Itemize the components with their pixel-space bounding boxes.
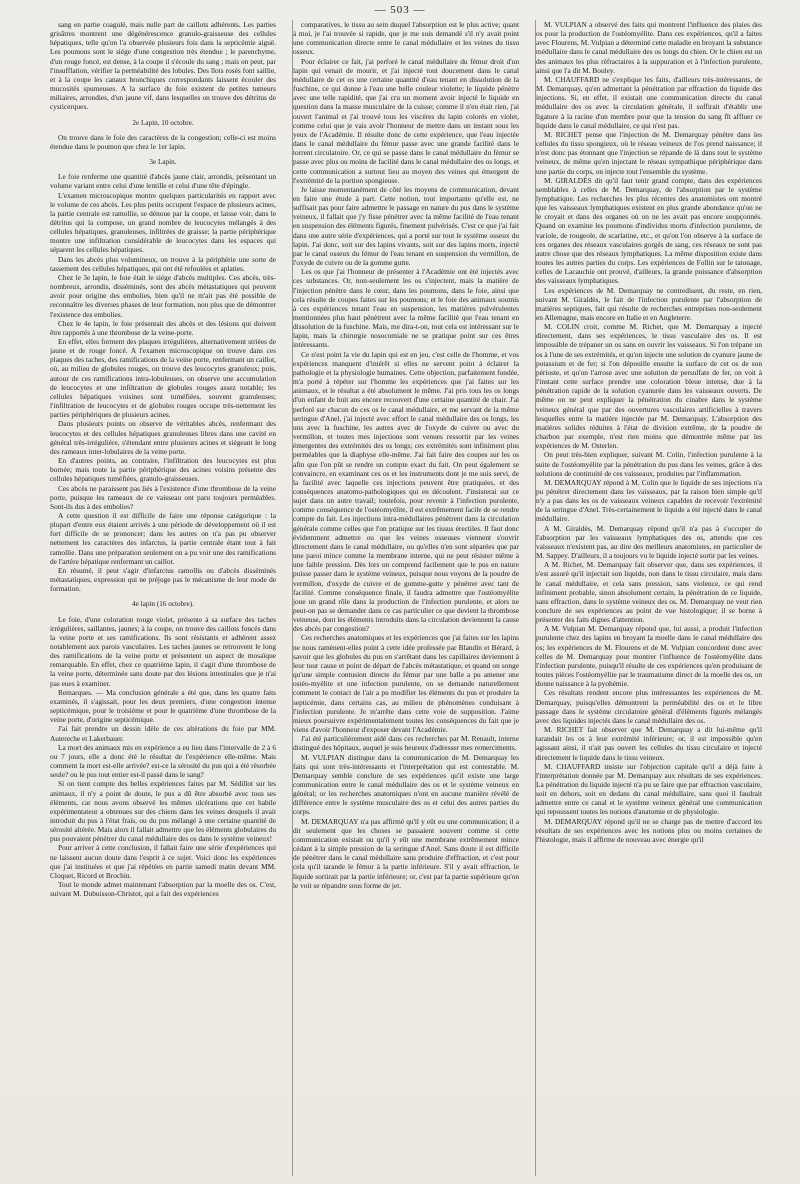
body-paragraph: En effet, elles forment des plaques irrégulières, alternativement striées de jaune et de rouge foncé. A l'examen microscopique on trouve dans ces plaques des taches, des ramifications de la veine porte, renfermant un caillot, où, au milieu de globules rouges, on trouve des leucocytes granuleux; puis, autour de ces ramifications intra-lobuleuses, on observe une accumulation de leucocytes et une infiltration de globules rouges assez notable; les cellules hépatiques voisines sont tuméfiées, souvent granuleuses; l'infiltration de leucocytes et de globules rouges occupe très-nettement les parties périphériques de plusieurs acines. (50, 337, 276, 420)
speaker-paragraph: M. DEMARQUAY n'a pas affirmé qu'il y eût eu une communication; il a dit seulement que les choses se passaient souvent comme si cette communication existait ou qu'il y eût une membrane extrêmement mince cédant à la simple pression de la seringue d'Anel. Sans doute il est difficile de pénétrer dans le canal médullaire sans produire d'effraction, et c'est pour cela qu'il tarande le fémur à la partie inférieure. S'il y avait effraction, le liquide sortirait par la partie inférieure; or, c'est par la partie supérieure qu'on le voit se répandre sous forme de jet. (293, 816, 519, 890)
body-paragraph: L'examen microscopique montre quelques particularités en rapport avec le volume de ces abcès. Les plus petits occupent l'espace de plusieurs acines, la partie centrale est ramollie, se dénoue par la coupe, et laisse voir, dans le détritus qui la compose, un grand nombre de leucocytes mélangés à des cellules hépatiques, granuleuses, infiltrées de graisse; la partie périphérique montre une infiltration considérable de leucocytes dans les espaces qui séparent les cellules hépatiques. (50, 190, 276, 255)
speaker-paragraph: M. DEMARQUAY répond qu'il ne se charge pas de mettre d'accord les résultats de ses expériences avec les notions plus ou moins certaines de l'histologie, mais il affirme de nouveau avec énergie qu'il (536, 816, 762, 844)
section-heading: 2e Lapin, 10 octobre. (132, 118, 194, 127)
body-paragraph: Si on tient compte des belles expériences faites par M. Sédillot sur les animaux, il n'y a point de doute, le pus a dû être absorbé avec tous ses éléments, car nous avons observé les mêmes ulcérations que cet habile expérimentateur a obtenues sur des chiens dans les veines desquels il avait introduit du pus à l'état frais, ou du pus mélangé à une certaine quantité de sérosité altérée. Mais alors il fallait admettre que les éléments globulaires du pus pouvaient pénétrer du canal médullaire des os dans le système veineux! (50, 779, 276, 844)
body-paragraph: J'ai fait prendre un dessin idèle de ces altérations du foie par MM. Autereche et Lakerbauer. (50, 724, 276, 743)
column-1 (50, 20, 276, 1176)
speaker-paragraph: M. CHAUFFARD ne s'explique les faits, d'ailleurs très-intéressants, de M. Demarquay, qu'en admettant la pénétration par effraction du liquide des injections. Si, en effet, il existait une communication directe du canal médullaire des os avec la circulation générale, il suffirait d'établir une ligature à la racine d'un membre pour que la tension du sang fît affluer ce liquide dans le canal médullaire, ce qui n'est pas. (536, 74, 762, 130)
body-paragraph: Dans plusieurs points on observe de véritables abcès, renfermant des leucocytes et des cellules hépatiques granuleuses libres dans une cavité en général très-irrégulière, s'étendant entre plusieurs acines et siégeant le long des rameaux inter-lobulaires de la veine porte. (50, 419, 276, 456)
body-paragraph: Le foie renferme une quantité d'abcès jaune clair, arrondis, présentant un volume variant entre celui d'une lentille et celui d'une tête d'épingle. (50, 172, 276, 191)
text-columns (50, 20, 762, 1176)
speaker-paragraph: M. RICHET fait observer que M. Demarquay a dit lui-même qu'il tarandait les os à leur extrémité inférieure; or, il est impossible qu'en agissant ainsi, il n'ait pas ouvert les cellules du tissu circulaire et injecté directement le liquide dans le tissu veineux. (536, 725, 762, 762)
body-paragraph: Tout le monde admet maintenant l'absorption par la moelle des os. C'est, suivant M. Dubuisson-Christot, qui a fait des expériences (50, 880, 276, 899)
body-paragraph: On peut très-bien expliquer, suivant M. Colin, l'infection purulente à la suite de l'ostéomyélite par la pénétration du pus dans les veines, grâce à des solutions de continuité de ces vaisseaux, produites par l'inflammation. (536, 450, 762, 478)
body-paragraph: A M. Richet, M. Demarquay fait observer que, dans ses expériences, il s'est assuré qu'il injectait son liquide, non dans le tissu circulaire, mais dans le canal médullaire, et cela sans pression, sans violence, ce qui rend infiniment probable, sinon absolument certain, la pénétration de ce liquide, sans effraction, dans le système veineux des os. M. Demarquay ne veut rien conclure de ses expériences au point de vue histologique; il se borne à présenter des faits dignes d'attention. (536, 560, 762, 625)
speaker-paragraph: M. DEMARQUAY répond à M. Colin que le liquide de ses injections n'a pu pénétrer directement dans les vaisseaux, par la raison bien simple qu'il n'y a pas dans les os de vaisseaux veineux capables de recevoir l'extrémité de la seringue d'Anel. Très-certainement le liquide a été injecté dans le canal médullaire. (536, 477, 762, 524)
body-paragraph: Je laisse momentanément de côté les moyens de communication, devant en faire une étude à part. Cette notion, tout importante qu'elle est, ne suffisait pas pour faire admettre le passage en nature du pus dans le système veineux, il fallait que j'y fisse pénétrer avec la même facilité de l'eau tenant en suspension des éléments figurés, finement pulvérisés. C'est ce que j'ai fait dans une autre série d'expériences, qui a porté sur tout le système osseux du lapin. J'ai donc, soit sur des lapins vivants, soit sur des lapins morts, injecté par le canal osseux du fémur de l'eau tenant en suspension du vermillon, de l'oxyde de cuivre ou de la gomme gutte. (293, 184, 519, 268)
page-number: — 503 — (374, 4, 426, 16)
body-paragraph: Ce n'est point la vie du lapin qui est en jeu, c'est celle de l'homme, et vos expériences manquent d'intérêt si elles ne servent point à éclairer la pathologie et la physiologie humaines. Cette objection, parfaitement fondée, m'a porté à répéter sur l'homme les expériences que j'ai faites sur les animaux, et le résultat a été absolument le même. J'ai pris tous les os longs d'un enfant de huit ans encore recouvert d'une certaine quantité de chair. J'ai perforé sur chacun de ces os le canal médullaire, et me servant de la même seringue d'Anel, j'ai injecté avec effort le canal médullaire des os longs, les uns avec la fuschine, les autres avec de l'oxyde de cuivre ou avec du vermillon, et toutes mes injections sont venues ressortir par les veines émergentes des extrémités des os longs; ces extrémités sont infiniment plus perméables que la diaphyse elle-même. J'ai fait faire des coupes sur les os afin que l'on pût se rendre un compte exact du fait. On peut également se convaincre, en examinant ces os et les instruments dont je me suis servi, de la facilité avec laquelle ces injections peuvent être pratiquées, et des conséquences anatomo-pathologiques qui en découlent. J'insisterai sur ce sujet dans un autre travail; toutefois, pour revenir à l'infection purulente, comme conséquence de l'ostéomyélite, il est extrêmement facile de se rendre compte du fait. Les injections intra-médullaires pénètrent dans la circulation générale comme celles que l'on pratique sur les tissus érectiles. Il faut donc évidemment admettre ou que les veines osseuses viennent s'ouvrir directement dans le canal médullaire, ou qu'elles n'en sont séparées que par une paroi mince comme la membrane interne, qui ne peut résister même à une faible pression. Dès lors on comprend facilement que le pus en nature puisse passer dans le système veineux, puisque nous voyons de la poudre de vermillon, d'oxyde de cuivre et de gomme-gutte y pénétrer avec tant de facilité. Comme conséquence finale, il faudra admettre que l'ostéomyélite joue un grand rôle dans la production de l'infection purulente, et alors ne peut-on pas se demander dans ce cas particulier ce que devient la thrombose veineuse, dont les éléments introduits dans la circulation deviennent la cause des abcès par congestion? (293, 349, 519, 634)
speaker-paragraph: M. GIRALDÈS dit qu'il faut tenir grand compte, dans des expériences semblables à celles de M. Demarquay, de l'absorption par le système lymphatique. Les recherches les plus récentes des anatomistes ont montré que les vaisseaux lymphatiques existent en plus grande abondance qu'on ne le croyait et dans des organes où on ne les avait pas encore soupçonnés. Quand on examine les poumons d'individus morts d'infection purulente, de variole, de rougeole, de scarlatine, etc., et qu'on l'on observe à la surface de ces organes des réseaux vasculaires gorgés de sang, ces réseaux ne sont pas autre chose que des réseaux lymphatiques. La même disposition existe dans toutes les autres parties du corps. Les expériences de Follin sur le tatouage, celles de Lacauchie ont prouvé, d'ailleurs, la grande puissance d'absorption des vaisseaux lymphatiques. (536, 175, 762, 286)
speaker-paragraph: M. RICHET pense que l'injection de M. Demarquay pénètre dans les cellules du tissu spongieux, où le réseau veineux de l'os prend naissance; il n'est donc pas étonnant que l'injection se répande de là dans tout le système veineux, de même qu'en injectant le réseau sympathique périphérique dans une partie du corps, on injecte tout l'ensemble du système. (536, 129, 762, 176)
body-paragraph: Pour arriver à cette conclusion, il fallait faire une série d'expériences qui ne laissent aucun doute dans l'esprit à ce sujet. Voici donc les expériences que j'ai instituées et que j'ai répétées en partie samedi matin devant MM. Cloquet, Ricord et Brochin. (50, 843, 276, 880)
body-paragraph: Ces recherches anatomiques et les expériences que j'ai faites sur les lapins ne nous ramènent-elles point à cette idée professée par Blandin et Bérard, à savoir que les globules du pus en s'arrêtant dans les capillaires deviennent à leur tour cause et point de départ de l'abcès métastatique, et quand on songe qu'une simple contusion directe du fémur par une balle a pu amener une ostéo-myélite et une infection purulente, on se demande naturellement comment le contact de l'air a pu modifier les éléments du pus et produire la septicémie, dans certains cas, au milieu de phénomènes conduisant à l'infection purulente. Je m'arrête dans cette voie de supposition. J'aime mieux poursuivre expérimentalement toutes les conséquences du fait que je viens d'avoir l'honneur d'exposer devant l'Académie. (293, 633, 519, 735)
body-paragraph: Les os que j'ai l'honneur de présenter à l'Académie ont été injectés avec ces substances. Or, non-seulement les os s'injectent, mais la matière de l'injection pénètre dans le cœur, dans les poumons, dans le foie, ainsi que cela résulte de coupes faites sur les poumons; et le foie des animaux soumis à ces expériences tenant l'eau en suspension, les matières pulvérulentes mentionnées plus haut pénètrent avec la même facilité que l'eau tenant en dissolution de la fuschine. Mais, me dira-t-on, tout cela est intéressant sur le lapin, mais la chirurgie nosocomiale ne se pratique point sur ces êtres intéressants. (293, 267, 519, 350)
body-paragraph: En d'autres points, au contraire, l'infiltration des leucocytes est plus bornée; mais toute la partie périphérique des acines voisins présente des cellules hépatiques tuméfiées, granulo-graisseuses. (50, 456, 276, 484)
body-paragraph: Remarques. — Ma conclusion générale a été que, dans les quatre faits examinés, il s'agissait, pour les deux premiers, d'une congestion intense septicémique, pour le troisième et pour le quatrième d'une thrombose de la veine porte, d'origine septicémique. (50, 687, 276, 725)
body-paragraph: On trouve dans le foie des caractères de la congestion; celle-ci est moins étendue dans le poumon que chez le 1er lapin. (50, 132, 276, 151)
column-2 (292, 20, 519, 1176)
section-heading: 3e Lapin. (149, 158, 177, 167)
body-paragraph: Ces résultats rendent encore plus intéressantes les expériences de M. Demarquay, puisqu'elles démontrent la perméabilité des os et le libre passage dans le système circulatoire général d'éléments figurés mélangés avec des liquides injectés dans le canal médullaire des os. (536, 688, 762, 725)
column-3 (535, 20, 762, 1176)
body-paragraph: Les expériences de M. Demarquay ne contredisent, du reste, en rien, suivant M. Giraldès, le fait de l'infection purulente par l'absorption de matières septiques, fait qui résulte de recherches entreprises non-seulement en Allemagne, mais encore en Italie et en Angleterre. (536, 285, 762, 322)
speaker-paragraph: M. COLIN croit, comme M. Richet, que M. Demarquay a injecté directement, dans ses expériences, le tissu vasculaire des os. Il est impossible de trépaner un os sans en ouvrir les vaisseaux. Si l'on trépane un os à l'une de ses extrémités, et qu'on injecte une solution de cyanure jaune de potassium et de fer; si l'on dépouille ensuite la surface de cet os de son périoste, et qu'on l'arrose avec une solution de persulfate de fer, on voit à l'instant cette surface prendre une coloration bleue intense, due à la pénétration rapide de la solution cyanurée dans les vaisseaux ouverts. De même on ne peut expliquer la pénétration du cinabre dans le système veineux général que par des ouvertures vasculaires artificielles à travers lesquelles entre la matière injectée par M. Demarquay. L'absorption des matières solides réduites à l'état de division extrême, de la poudre de charbon par exemple, n'est rien moins que démontrée même par les expériences de M. Osterlen. (536, 322, 762, 451)
speaker-paragraph: M. VULPIAN distingue dans la communication de M. Demarquay les faits qui sont très-intéressants et l'interprétation qui est contestable. M. Demarquay semble conclure de ses expériences qu'il existe une large communication entre le canal médullaire des os et le système veineux en général; or les recherches anatomiques n'ont en aucune manière révélé de différence entre le système musculaire des os et celui des autres parties du corps. (293, 752, 519, 817)
body-paragraph: A cette question il est difficile de faire une réponse catégorique : la plupart d'entre eux étaient arrivés à une période de développement où il est fort difficile de se prononcer; dans les autres on n'a pas pu observer nettement les caractères des infarctus, la partie centrale étant tout à fait ramollie. Dans une préparation seulement on a pu voir une des ramifications de l'artère hépatique renfermant un caillot. (50, 510, 276, 566)
body-paragraph: A M. Vulpian M. Demarquay répond que, lui aussi, a produit l'infection purulente chez des lapins en broyant la moelle dans le canal médullaire des os; les expériences de M. Flourens et de M. Vulpian concordent donc avec celles de M. Demarquay pour montrer l'influence de l'ostéomyélite dans l'infection purulente, puisqu'il résulte de ces expériences qu'en produisant de toutes pièces l'ostéomyélite par le traumatisme direct de la moelle des os, on donne naissance à la pyohémie. (536, 624, 762, 689)
speaker-paragraph: M. CHAUFFARD insiste sur l'objection capitale qu'il a déjà faite à l'interprétation donnée par M. Demarquay aux résultats de ses expériences. La pénétration du liquide injecté n'a pu se faire que par effraction vasculaire, soit en dehors, soit en dedans du canal médullaire, sans quoi il faudrait admettre entre ce canal et le système veineux général une communication qui repoussent toutes les notions d'anatomie et de physiologie. (536, 761, 762, 817)
body-paragraph: J'ai été particulièrement aidé dans ces recherches par M. Renault, interne distingué des hôpitaux, auquel je suis heureux d'adresser mes remerciments. (293, 734, 519, 753)
speaker-paragraph: M. VULPIAN a observé des faits qui montrent l'influence des plaies des os pour la production de l'ostéomyélite. Dans ces expériences, qu'il a faites avec Flourens, M. Vulpian a déterminé cette maladie en broyant la substance médullaire dans le canal médullaire des os longs du chien. Or le chien est un des animaux les plus réfractaires à la suppuration et à l'infection purulente, ainsi que l'a dit M. Bouley. (536, 20, 762, 75)
body-paragraph: A M. Giraldès, M. Demarquay répond qu'il n'a pas à s'occuper de l'absorption par les vaisseaux lymphatiques des os, attendu que ces vaisseaux n'existent pas, au dire des meilleurs anatomistes, en particulier de M. Sappey. D'ailleurs, il a toujours vu le liquide injecté sortir par les veines. (536, 523, 762, 561)
body-paragraph: La mort des animaux mis en expérience a eu lieu dans l'intervalle de 2 à 6 ou 7 jours, elle a donc été le résultat de l'expérience elle-même. Mais comment la mort est-elle arrivée? est-ce la sérosité du pus qui a été résorbée seule? ou le pus tout entier est-il passé dans le sang? (50, 742, 276, 780)
body-paragraph: comparatives, le tissu au sein duquel l'absorption est le plus active; quant à moi, je l'ai trouvée si rapide, que je me suis demandé s'il n'y avait point une communication directe entre le canal médullaire et les veines du tissu osseux. (293, 20, 519, 57)
body-paragraph: Chez le 3e lapin, le foie était le siége d'abcès multiples. Ces abcès, très-nombreux, arrondis, disséminés, sont des abcès métastatiques qui peuvent avoir pour origine des embolies, bien qu'il ne m'ait pas été possible de reconnaître les diverses phases de leur formation, non plus que de démontrer l'existence des embolies. (50, 272, 276, 319)
body-paragraph: Dans les abcès plus volumineux, on trouve à la périphérie une sorte de tassement des cellules hépatiques, qui ont été refoulées et aplaties. (50, 254, 276, 273)
body-paragraph: sang en partie coagulé, mais nulle part de caillots adhérents. Les parties grisâtres montrent une dégénérescence granulo-graisseuse des cellules hépatiques, telle qu'on l'a observée plusieurs fois dans la septicémie aiguë. Les poumons sont le siége d'une congestion très étendue ; le parenchyme, d'un rouge foncé, est dense, à la coupe il s'écoule du sang ; mais on peut, par l'insufflation, vérifier la perméabilité des lobules. Des îlots rosés font saillie, et à la coupe les canaux bronchiques correspondants laissent écouler des mucosités spumeuses. A la surface du foie existent de petites tumeurs miliaires, arrondies, d'un jaune vif, dans lesquelles on trouve des détritus de cysticerques. (50, 20, 276, 112)
body-paragraph: Pour éclairer ce fait, j'ai perforé le canal médullaire du fémur droit d'un lapin qui venait de mourir, et j'ai injecté tout doucement dans le canal médullaire de cet os une certaine quantité d'eau tenant en dissolution de la fuschine, ce qui donne à l'eau une belle couleur violette; le liquide pénètre avec une telle rapidité, que j'ai cru un moment avoir injecté le liquide en question dans la masse musculaire de la cuisse; comme il n'en était rien, j'ai ouvert l'animal et j'ai trouvé tous les viscères du lapin colorés en violet, comme celui que je vais avoir l'honneur de mettre dans un instant sous les yeux de l'Académie. Il résulte donc de cette expérience, que l'eau injectée dans le canal médullaire du fémur passe avec une grande facilité dans le torrent circulatoire. Or, ce qui se passe dans le canal médullaire du fémur se passe avec plus ou moins de facilité dans le canal médullaire des os longs, et cette communication a surtout lieu au moyen des veines qui émergent de l'extrémité de la portion spongieuse. (293, 56, 519, 185)
section-heading: 4e lapin (16 octobre). (132, 600, 194, 609)
body-paragraph: Ces abcès ne paraissent pas liés à l'existence d'une thrombose de la veine porte, puisque les rameaux de ce vaisseau ont paru toujours perméables. Sont-ils dus à des embolies? (50, 483, 276, 511)
body-paragraph: Le foie, d'une coloration rouge violet, présente à sa surface des taches irrégulières, saillantes, jaunes; à la coupe, on trouve des caillots foncés dans la veine porte et ses ramifications. Ils sont résistants et adhèrent assez notablement aux parois vasculaires. Les taches jaunes se retrouvent le long des ramifications de la veine porte et présentent un aspect de mosaïque remarquable. En effet, chez ce quatrième lapin, il s'agit d'une thrombose de la veine porte, déterminée sans doute par des lésions intestinales que je n'ai pas eues à examiner. (50, 614, 276, 688)
body-paragraph: Chez le 4e lapin, le foie présentait des abcès et des lésions qui doivent être rapportés à une thrombose de la veine-porte. (50, 318, 276, 337)
body-paragraph: En résumé, il peut s'agir d'infarctus ramollis ou d'abcès disséminés métastatiques, expression qui ne préjuge pas le mécanisme de leur mode de formation. (50, 565, 276, 594)
